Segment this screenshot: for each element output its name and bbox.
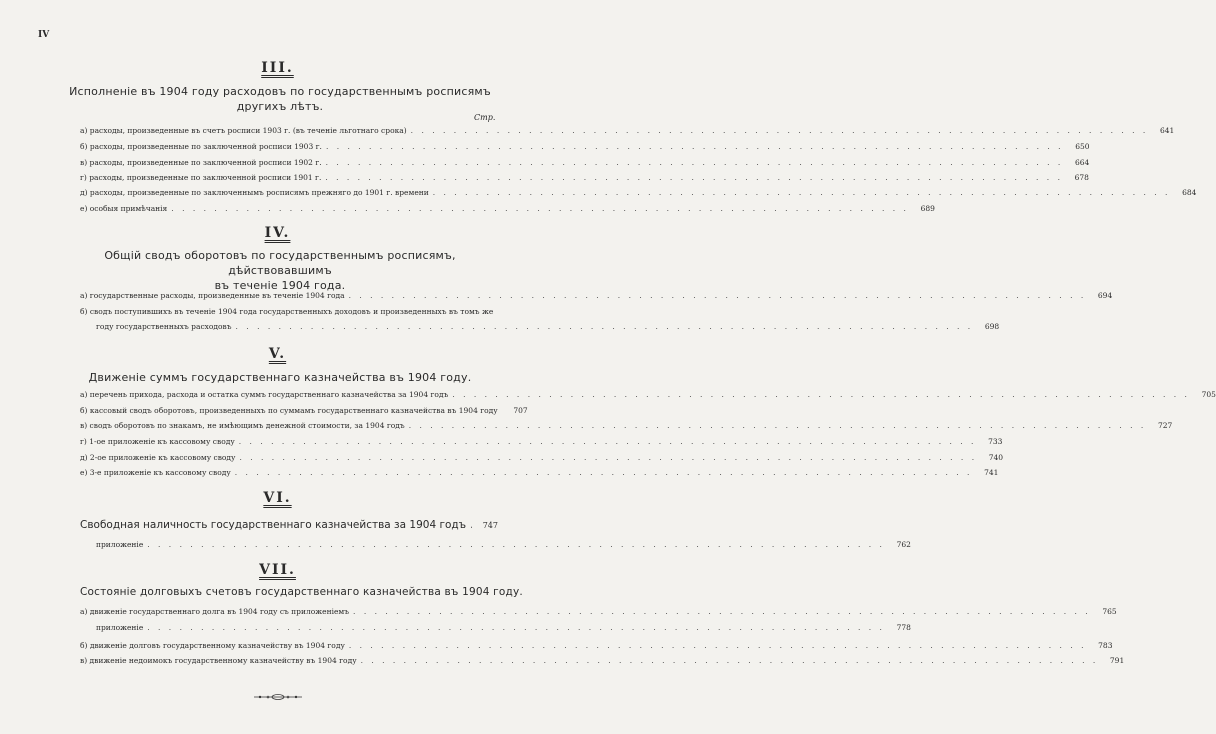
toc-row-label: г) 1-ое приложенiе къ кассовому своду: [80, 437, 235, 446]
toc-row-page: 741: [984, 468, 999, 477]
toc-row[interactable]: [80, 640, 1113, 651]
page-column-header: Стр.: [474, 113, 496, 122]
section-vi-numeral: VI.: [263, 490, 292, 506]
toc-row-page: 783: [1098, 641, 1113, 650]
toc-row-label: году государственныхъ расходовъ: [96, 322, 232, 331]
toc-row-label: в) движенiе недоимокъ государственному казначейству въ 1904 году: [80, 656, 357, 665]
leader-dots: . . . . . . . . . . . . . . . . . . . . . . . . . . . . . . . . . . . . . . . . . . . . . . . . . . . . . . . . . . . . . . . . . . . . .: [348, 291, 1087, 300]
toc-row-page: 684: [1182, 188, 1197, 197]
toc-row-page: 791: [1109, 656, 1125, 665]
leader-dots: . . . . . . . . . . . . . . . . . . . . . . . . . . . . . . . . . . . . . . . . . . . . . . . . . . . . . . . . . . . . . . . . . . . . .: [238, 437, 977, 446]
leader-dots: . . . . . . . . . . . . . . . . . . . . . . . . . . . . . . . . . . . . . . . . . . . . . . . . . . . . . . . . . . . . . . . . . . . . .: [147, 623, 885, 632]
page-number: IV: [38, 30, 50, 40]
section-iv-numeral: IV.: [264, 225, 291, 241]
toc-row-label: приложенiе: [96, 540, 144, 549]
toc-row-label: а) государственные расходы, произведенные въ теченiе 1904 года: [80, 291, 345, 300]
section-iii-title-line-2: другихъ лѣтъ.: [236, 100, 324, 113]
toc-row-page: 678: [1074, 173, 1089, 182]
toc-row-page: 707: [513, 406, 528, 415]
toc-row[interactable]: [80, 606, 1117, 617]
toc-row[interactable]: [80, 141, 1090, 152]
toc-row-page: 747: [482, 521, 498, 530]
toc-row-label: в) сводъ оборотовъ по знакамъ, не имѣющимъ денежной стоимости, за 1904 годъ: [80, 421, 405, 430]
toc-row-label: б) сводъ поступившихъ въ теченiе 1904 года государственныхъ доходовъ и произведенныхъ въ томъ же: [80, 307, 494, 316]
section-v-title-line-1: Движенiе суммъ государственнаго казначейства въ 1904 году.: [88, 371, 472, 384]
ornament-divider-icon: [254, 693, 302, 701]
section-iv-title-line-1: Общiй сводъ оборотовъ по государственнымъ росписямъ, дѣйствовавшимъ: [104, 249, 456, 277]
leader-dots: . . . . . . . . . . . . . . . . . . . . . . . . . . . . . . . . . . . . . . . . . . . . . . . . . . . . . . . . . . . . . . . . . . . . .: [239, 453, 978, 462]
toc-row-label: е) особыя примѣчанiя: [80, 204, 168, 213]
toc-row-page: 650: [1075, 142, 1090, 151]
toc-row-page: 664: [1074, 158, 1090, 167]
toc-row-page: 740: [988, 453, 1004, 462]
toc-row[interactable]: [80, 655, 1125, 666]
toc-row-label: а) движенiе государственнаго долга въ 1904 году съ приложенiемъ: [80, 607, 350, 616]
leader-dots: . . . . . . . . . . . . . . . . . . . . . . . . . . . . . . . . . . . . . . . . . . . . . . . . . . . . . . . . . . . . . . . . . . . . .: [234, 468, 973, 477]
toc-row-page: 727: [1157, 421, 1173, 430]
leader-dots: . . . . . . . . . . . . . . . . . . . . . . . . . . . . . . . . . . . . . . . . . . . . . . . . . . . . . . . . . . . . . . . . . . . . .: [408, 421, 1147, 430]
leader-dots: . . . . . . . . . . . . . . . . . . . . . . . . . . . . . . . . . . . . . . . . . . . . . . . . . . . . . . . . . . . . . . . . . . . . .: [360, 656, 1099, 665]
section-iii-numeral: III.: [261, 60, 294, 76]
toc-row-page: 705: [1201, 390, 1216, 399]
toc-row-label: а) расходы, произведенные въ счетъ росписи 1903 г. (въ теченiе льготнаго срока): [80, 126, 407, 135]
section-iii-title-line-1: Исполненiе въ 1904 году расходовъ по государственнымъ росписямъ: [69, 85, 491, 98]
toc-row-page: 689: [920, 204, 935, 213]
toc-row[interactable]: [80, 125, 1175, 136]
toc-row-label: б) кассовый сводъ оборотовъ, произведенныхъ по суммамъ государственнаго казначейства въ 1904 году: [80, 406, 498, 415]
toc-row-label: д) расходы, произведенные по заключеннымъ росписямъ прежняго до 1901 г. времени: [80, 188, 429, 197]
section-iii-title: [60, 84, 500, 114]
toc-row[interactable]: [80, 405, 528, 416]
toc-row[interactable]: [96, 622, 911, 633]
toc-row-label: приложенiе: [96, 623, 144, 632]
section-v-numeral: V.: [268, 346, 287, 362]
toc-row-page: 694: [1097, 291, 1113, 300]
toc-row[interactable]: [80, 467, 999, 478]
toc-row-label: в) расходы, произведенные по заключенной росписи 1902 г.: [80, 158, 322, 167]
toc-row-page: 733: [988, 437, 1003, 446]
section-vii-numeral: VII.: [259, 562, 296, 578]
toc-row[interactable]: [80, 203, 935, 214]
toc-row-page: 762: [896, 540, 911, 549]
toc-row-label: е) 3-е приложенiе къ кассовому своду: [80, 468, 231, 477]
toc-row[interactable]: [80, 306, 498, 317]
section-vi-title[interactable]: [80, 518, 498, 533]
section-iv-title: [60, 248, 500, 293]
toc-row[interactable]: [80, 452, 1004, 463]
toc-row[interactable]: [80, 290, 1113, 301]
leader-dots: . . . . . . . . . . . . . . . . . . . . . . . . . . . . . . . . . . . . . . . . . . . . . . . . . . . . . . . . . . . . . . . . . . . . .: [432, 188, 1171, 197]
toc-row-page: 641: [1159, 126, 1175, 135]
toc-row-page: 698: [984, 322, 1000, 331]
section-vii-title: [80, 585, 523, 600]
section-v-title: [60, 370, 500, 385]
toc-row-label: б) расходы, произведенные по заключенной росписи 1903 г.: [80, 142, 322, 151]
section-vii-title-line-1: Состоянiе долговыхъ счетовъ государственнаго казначейства въ 1904 году.: [80, 586, 523, 598]
toc-row[interactable]: [80, 420, 1173, 431]
leader-dots: . . . . . . . . . . . . . . . . . . . . . . . . . . . . . . . . . . . . . . . . . . . . . . . . . . . . . . . . . . . . . . . . . . . . .: [325, 142, 1064, 151]
toc-row[interactable]: [80, 389, 1216, 400]
toc-row[interactable]: [80, 157, 1090, 168]
section-iv-title-line-2: въ теченiе 1904 года.: [214, 279, 346, 292]
toc-row-label: а) перечень прихода, расхода и остатка суммъ государственнаго казначейства за 1904 годъ: [80, 390, 449, 399]
leader-dots: . . . . . . . . . . . . . . . . . . . . . . . . . . . . . . . . . . . . . . . . . . . . . . . . . . . . . . . . . . . . . . . . . . . . .: [325, 173, 1063, 182]
leader-dots: . . . . . . . . . . . . . . . . . . . . . . . . . . . . . . . . . . . . . . . . . . . . . . . . . . . . . . . . . . . . . . . . . . . . .: [353, 607, 1091, 616]
toc-row[interactable]: [96, 539, 911, 550]
toc-row[interactable]: [80, 187, 1197, 198]
leader-dots: . . . . . . . . . . . . . . . . . . . . . . . . . . . . . . . . . . . . . . . . . . . . . . . . . . . . . . . . . . . . . . . . . . . . .: [171, 204, 909, 213]
toc-row[interactable]: [80, 172, 1089, 183]
toc-row-label: г) расходы, произведенные по заключенной росписи 1901 г.: [80, 173, 322, 182]
leader-dots: . . . . . . . . . . . . . . . . . . . . . . . . . . . . . . . . . . . . . . . . . . . . . . . . . . . . . . . . . . . . . . . . . . . . .: [325, 158, 1064, 167]
toc-row[interactable]: [96, 321, 1000, 332]
toc-row-page: 778: [896, 623, 911, 632]
section-vi-title-text: Свободная наличность государственнаго казначейства за 1904 годъ: [80, 519, 467, 531]
toc-row-page: 765: [1102, 607, 1117, 616]
leader-dots: . . . . . . . . . . . . . . . . . . . . . . . . . . . . . . . . . . . . . . . . . . . . . . . . . . . . . . . . . . . . . . . . . . . . .: [235, 322, 974, 331]
toc-row-label: б) движенiе долговъ государственному казначейству въ 1904 году: [80, 641, 345, 650]
toc-row[interactable]: [80, 436, 1003, 447]
leader-dots: [470, 518, 472, 533]
leader-dots: . . . . . . . . . . . . . . . . . . . . . . . . . . . . . . . . . . . . . . . . . . . . . . . . . . . . . . . . . . . . . . . . . . . . .: [410, 126, 1149, 135]
leader-dots: . . . . . . . . . . . . . . . . . . . . . . . . . . . . . . . . . . . . . . . . . . . . . . . . . . . . . . . . . . . . . . . . . . . . .: [348, 641, 1087, 650]
leader-dots: . . . . . . . . . . . . . . . . . . . . . . . . . . . . . . . . . . . . . . . . . . . . . . . . . . . . . . . . . . . . . . . . . . . . .: [147, 540, 885, 549]
toc-row-label: д) 2-ое приложенiе къ кассовому своду: [80, 453, 236, 462]
leader-dots: . . . . . . . . . . . . . . . . . . . . . . . . . . . . . . . . . . . . . . . . . . . . . . . . . . . . . . . . . . . . . . . . . . . . .: [452, 390, 1190, 399]
